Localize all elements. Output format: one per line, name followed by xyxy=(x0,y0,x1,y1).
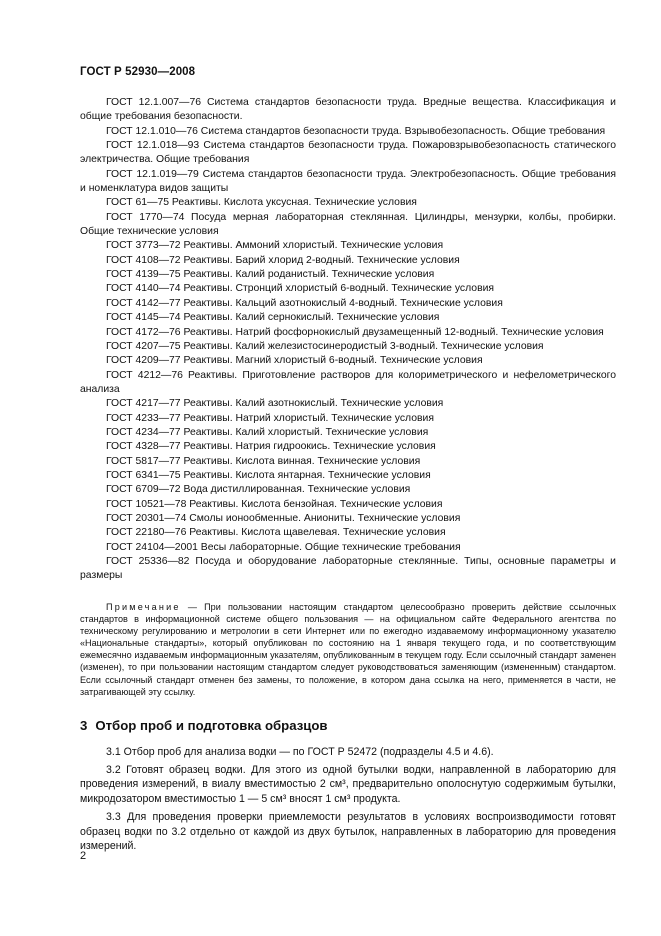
document-header: ГОСТ Р 52930—2008 xyxy=(80,66,196,78)
normative-references-list xyxy=(80,96,616,584)
section-3 xyxy=(80,718,616,857)
reference-item: ГОСТ 4234—77 Реактивы. Калий хлористый. Технические условия xyxy=(106,426,429,438)
reference-item: ГОСТ 12.1.010—76 Система стандартов безопасности труда. Взрывобезопасность. Общие требования xyxy=(106,125,606,137)
reference-item: ГОСТ 4233—77 Реактивы. Натрий хлористый. Технические условия xyxy=(106,412,434,424)
section-heading xyxy=(80,718,616,733)
reference-item: ГОСТ 3773—72 Реактивы. Аммоний хлористый. Технические условия xyxy=(106,240,444,252)
reference-item: ГОСТ 12.1.018—93 Система стандартов безопасности труда. Пожаровзрывобезопасность статического электричества. Общие требования xyxy=(80,140,616,166)
reference-item: ГОСТ 22180—76 Реактивы. Кислота щавелевая. Технические условия xyxy=(106,527,446,539)
reference-item: ГОСТ 4142—77 Реактивы. Кальций азотнокислый 4-водный. Технические условия xyxy=(106,297,503,309)
reference-item: ГОСТ 4139—75 Реактивы. Калий роданистый. Технические условия xyxy=(106,269,435,281)
reference-item: ГОСТ 25336—82 Посуда и оборудование лабораторные стеклянные. Типы, основные параметры и размеры xyxy=(80,556,616,582)
reference-item: ГОСТ 61—75 Реактивы. Кислота уксусная. Технические условия xyxy=(106,197,417,209)
paragraph-3-2: 3.2 Готовят образец водки. Для этого из одной бутылки водки, направленной в лабораторию для проведения измерений, в виалу вместимостью 2 см³, предварительно ополоснутую содержимым бутылки, микродозатором вместимостью 1 — 5 см³ вносят 1 см³ продукта. xyxy=(80,763,616,806)
reference-item: ГОСТ 24104—2001 Весы лабораторные. Общие технические требования xyxy=(106,541,461,553)
reference-item: ГОСТ 1770—74 Посуда мерная лабораторная стеклянная. Цилиндры, мензурки, колбы, пробирки. Общие технические условия xyxy=(80,211,616,238)
reference-item: ГОСТ 20301—74 Смолы ионообменные. Аниониты. Технические условия xyxy=(106,512,461,524)
section-title: Отбор проб и подготовка образцов xyxy=(95,718,328,733)
reference-item: ГОСТ 4140—74 Реактивы. Стронций хлористый 6-водный. Технические условия xyxy=(106,283,495,295)
note-text: — При пользовании настоящим стандартом целесообразно проверить действие ссылочных стандартов в информационной системе общего пользования — на официальном сайте Федерального агентства по техническому регулированию и метрологии в сети Интернет или по ежегодно издаваемому информационному указателю «Национальные стандарты», который опубликован по состоянию на 1 января текущего года, и по соответствующим ежемесячно издаваемым информационным указателям, опубликованным в текущем году. Если ссылочный стандарт заменен (изменен), то при пользовании настоящим стандартом следует руководствоваться заменяющим (измененным) стандартом. Если ссылочный стандарт отменен без замены, то положение, в котором дана ссылка на него, применяется в части, не затрагивающей эту ссылку. xyxy=(80,602,616,697)
reference-item: ГОСТ 4328—77 Реактивы. Натрия гидроокись. Технические условия xyxy=(106,441,436,453)
section-number: 3 xyxy=(80,718,88,733)
reference-item: ГОСТ 12.1.007—76 Система стандартов безопасности труда. Вредные вещества. Классификация и общие требования безопасности. xyxy=(80,97,616,123)
reference-item: ГОСТ 4172—76 Реактивы. Натрий фосфорнокислый двузамещенный 12-водный. Технические условия xyxy=(106,326,604,338)
reference-item: ГОСТ 5817—77 Реактивы. Кислота винная. Технические условия xyxy=(106,455,421,467)
note-block xyxy=(80,601,616,698)
reference-item: ГОСТ 4108—72 Реактивы. Барий хлорид 2-водный. Технические условия xyxy=(106,254,460,266)
reference-item: ГОСТ 4207—75 Реактивы. Калий железистосинеродистый 3-водный. Технические условия xyxy=(106,340,544,352)
page-number: 2 xyxy=(80,850,87,862)
paragraph-3-3: 3.3 Для проведения проверки приемлемости результатов в условиях воспроизводимости готовят образец водки по 3.2 отдельно от каждой из двух бутылок, направленных в лабораторию для проведения измерений. xyxy=(80,810,616,853)
reference-item: ГОСТ 4145—74 Реактивы. Калий сернокислый. Технические условия xyxy=(106,312,440,324)
reference-item: ГОСТ 6709—72 Вода дистиллированная. Технические условия xyxy=(106,484,411,496)
reference-item: ГОСТ 4217—77 Реактивы. Калий азотнокислый. Технические условия xyxy=(106,398,444,410)
reference-item: ГОСТ 10521—78 Реактивы. Кислота бензойная. Технические условия xyxy=(106,498,443,510)
paragraph-3-1: 3.1 Отбор проб для анализа водки — по ГОСТ Р 52472 (подразделы 4.5 и 4.6). xyxy=(106,746,494,758)
reference-item: ГОСТ 12.1.019—79 Система стандартов безопасности труда. Электробезопасность. Общие требования и номенклатура видов защиты xyxy=(80,168,616,195)
reference-item: ГОСТ 4209—77 Реактивы. Магний хлористый 6-водный. Технические условия xyxy=(106,355,483,367)
reference-item: ГОСТ 6341—75 Реактивы. Кислота янтарная. Технические условия xyxy=(106,469,431,481)
note-label: Примечание xyxy=(106,602,181,612)
reference-item: ГОСТ 4212—76 Реактивы. Приготовление растворов для колориметрического и нефелометрического анализа xyxy=(80,369,616,395)
